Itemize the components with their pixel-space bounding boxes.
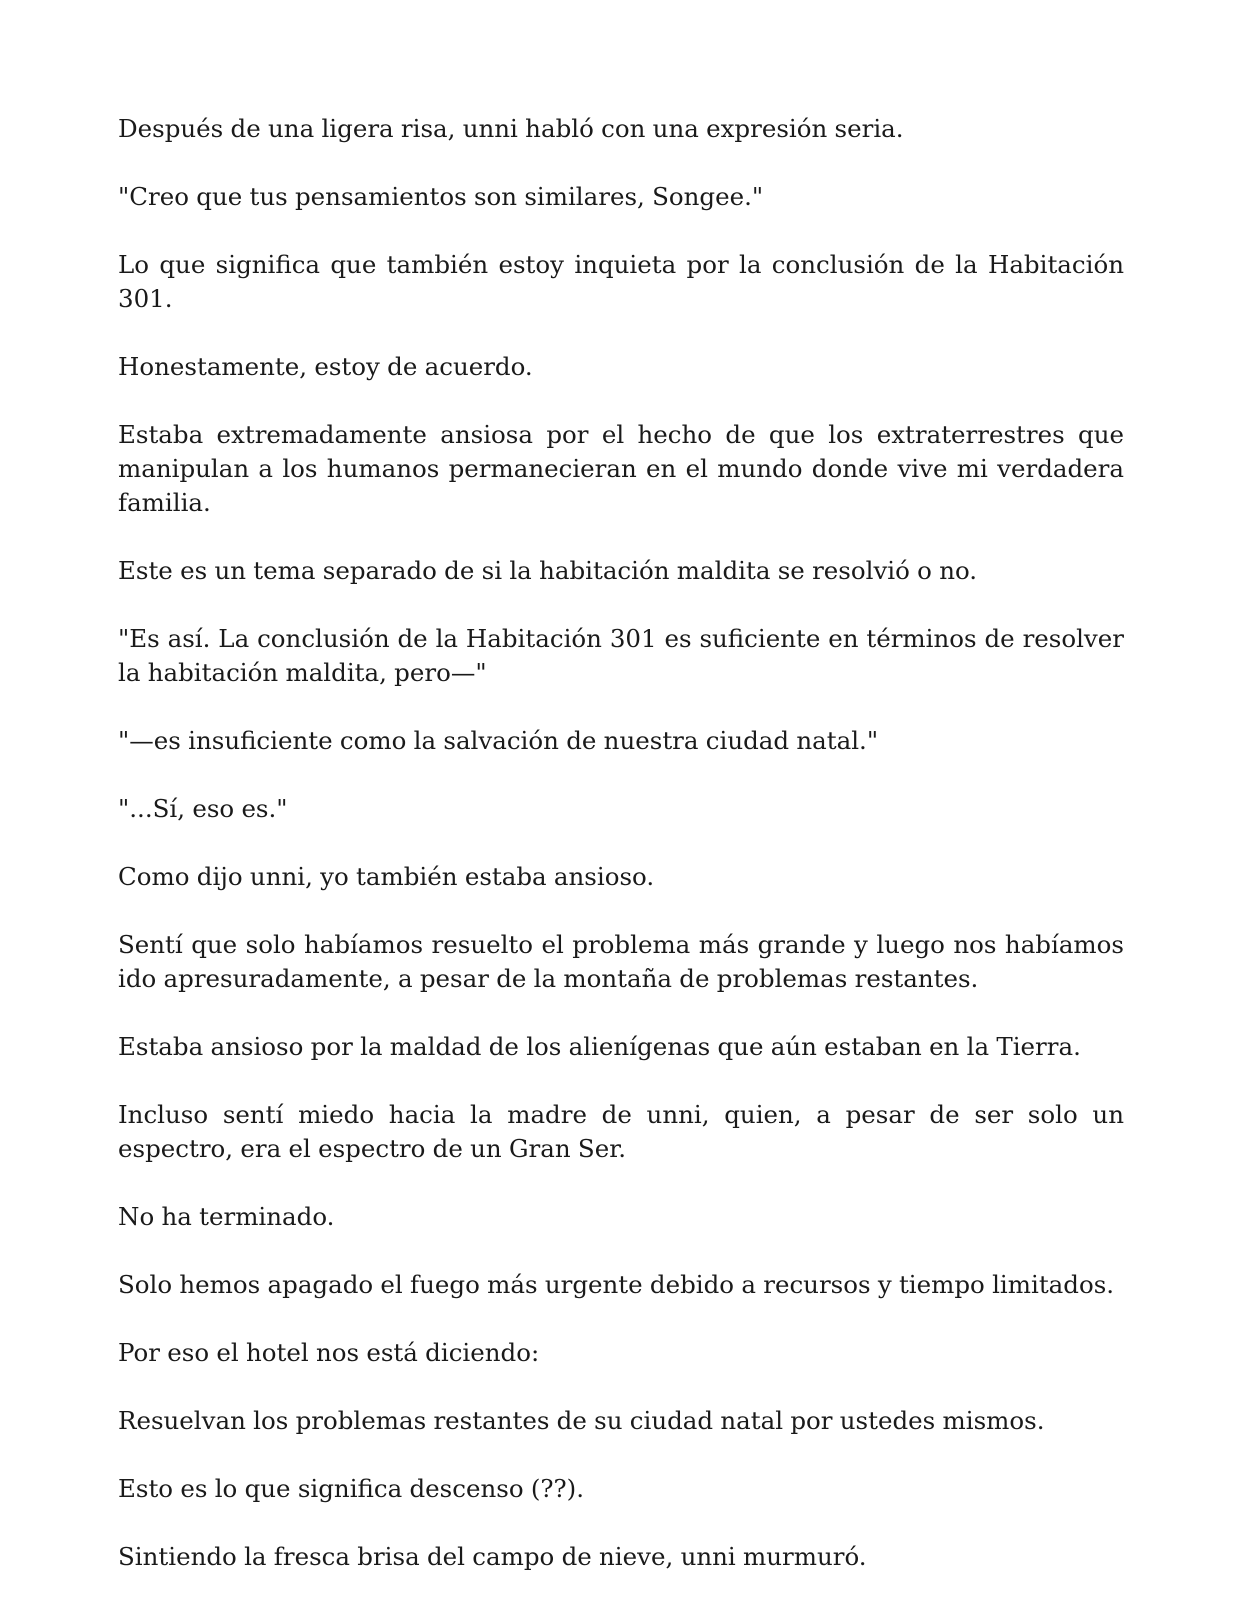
paragraph: "...Sí, eso es." [118,794,288,823]
paragraph: No ha terminado. [118,1202,335,1231]
paragraph: Este es un tema separado de si la habitación maldita se resolvió o no. [118,556,978,585]
paragraph: Como dijo unni, yo también estaba ansioso. [118,862,655,891]
paragraph: Resuelvan los problemas restantes de su ciudad natal por ustedes mismos. [118,1406,1045,1435]
paragraph: Esto es lo que significa descenso (??). [118,1474,585,1503]
paragraph: Honestamente, estoy de acuerdo. [118,352,533,381]
paragraph: Incluso sentí miedo hacia la madre de unni, quien, a pesar de ser solo un espectro, era el espectro de un Gran Ser. [118,1100,1124,1163]
paragraph: "Creo que tus pensamientos son similares, Songee." [118,182,764,211]
paragraph: Sintiendo la fresca brisa del campo de nieve, unni murmuró. [118,1542,867,1571]
paragraph: Sentí que solo habíamos resuelto el problema más grande y luego nos habíamos ido apresuradamente, a pesar de la montaña de problemas restantes. [118,930,1124,993]
paragraph: Después de una ligera risa, unni habló con una expresión seria. [118,114,904,143]
paragraph: Solo hemos apagado el fuego más urgente debido a recursos y tiempo limitados. [118,1270,1115,1299]
paragraph: Estaba ansioso por la maldad de los alienígenas que aún estaban en la Tierra. [118,1032,1081,1061]
paragraph: Estaba extremadamente ansiosa por el hecho de que los extraterrestres que manipulan a los humanos permanecieran en el mundo donde vive mi verdadera familia. [118,420,1124,517]
document-page [118,112,1124,1608]
paragraph: "Es así. La conclusión de la Habitación 301 es suficiente en términos de resolver la habitación maldita, pero—" [118,624,1124,687]
paragraph: Por eso el hotel nos está diciendo: [118,1338,540,1367]
paragraph: "—es insuficiente como la salvación de nuestra ciudad natal." [118,726,879,755]
paragraph: Lo que significa que también estoy inquieta por la conclusión de la Habitación 301. [118,250,1124,313]
